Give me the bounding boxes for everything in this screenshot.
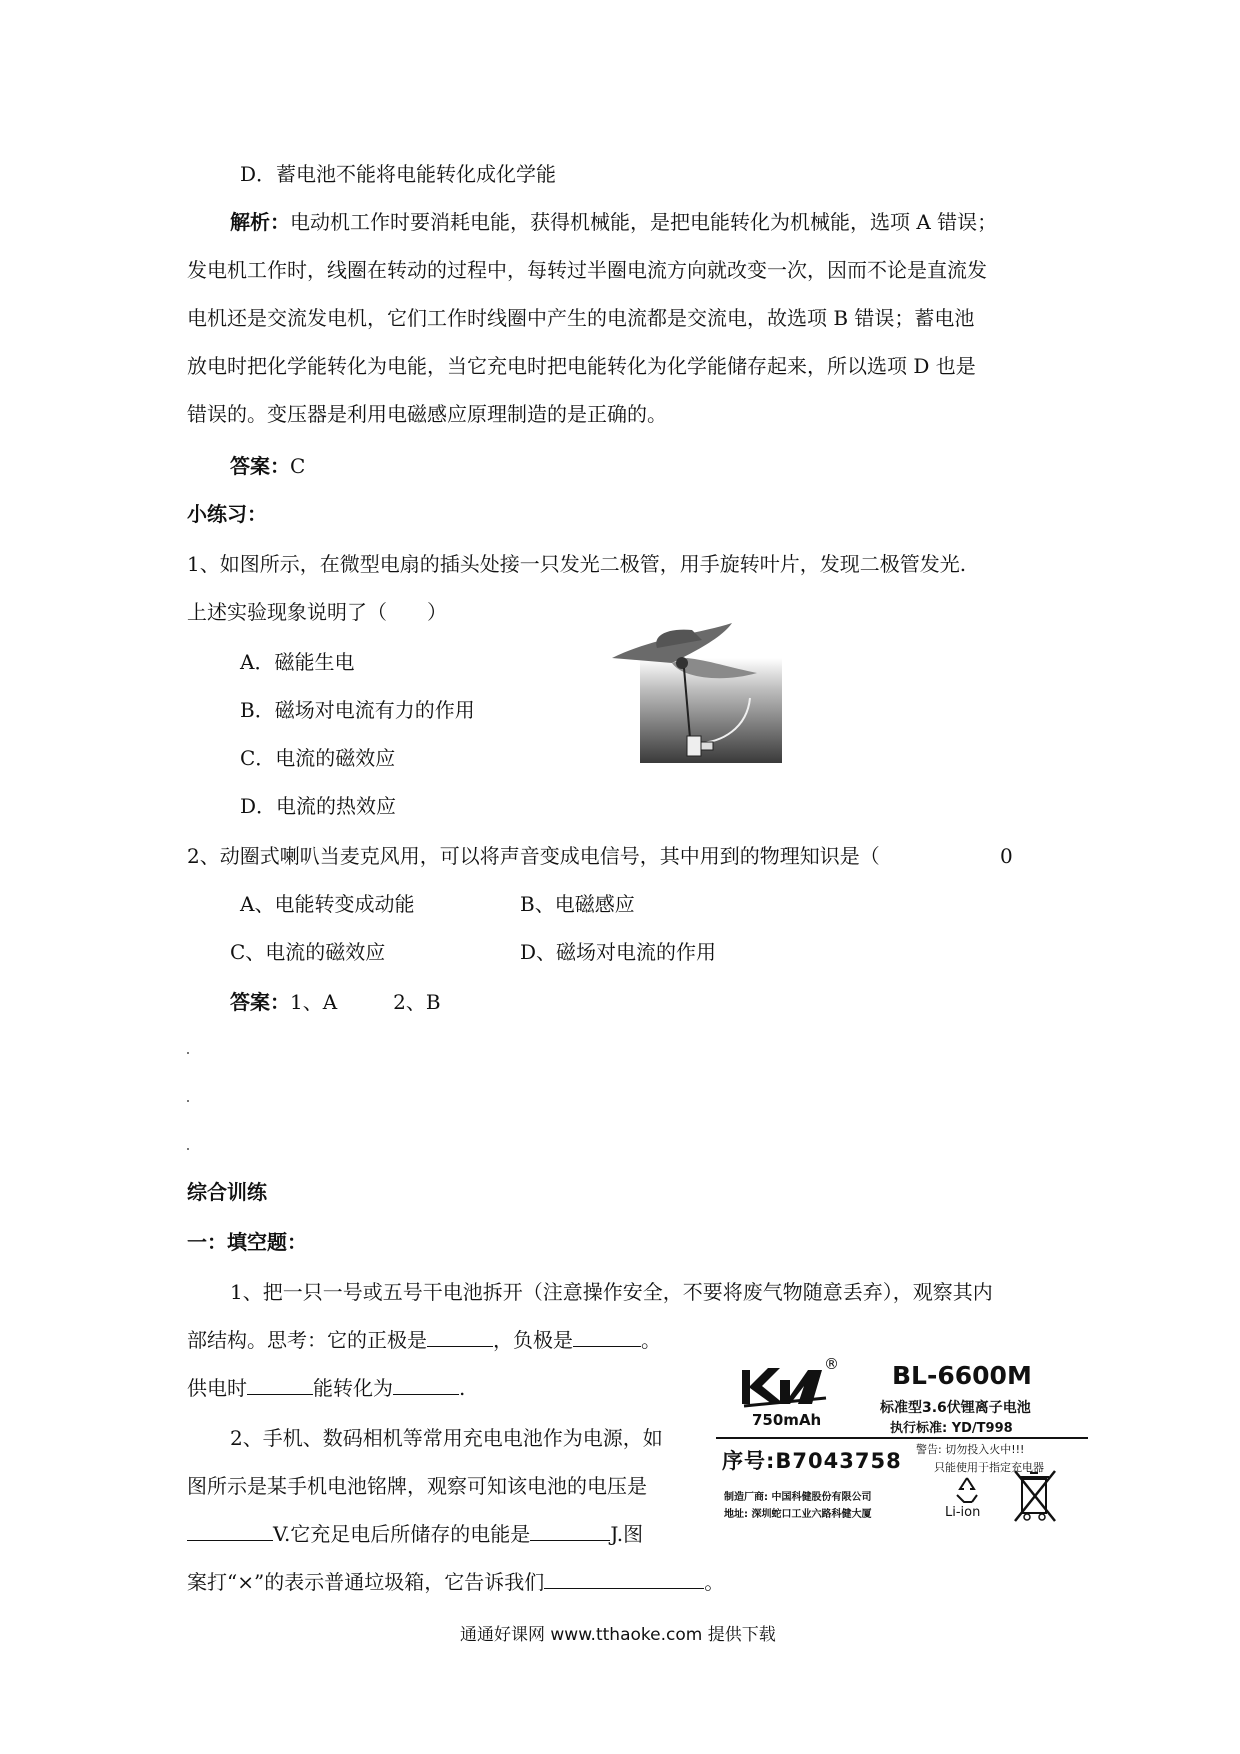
battery-divider — [716, 1437, 1088, 1439]
battery-maker: 制造厂商: 中国科健股份有限公司 — [724, 1492, 872, 1503]
practice-q1-option-d: D．电流的热效应 — [240, 794, 397, 818]
fill-q2-line-2: 图所示是某手机电池铭牌，观察可知该电池的电压是 — [187, 1474, 647, 1498]
blank-stored-energy[interactable] — [530, 1520, 610, 1541]
fill-q1-text-f: . — [459, 1376, 466, 1400]
analysis-line-5: 错误的。变压器是利用电磁感应原理制造的是正确的。 — [187, 402, 667, 426]
practice-q2-option-a: A、电能转变成动能 — [240, 892, 415, 916]
battery-li-ion: Li-ion — [945, 1505, 981, 1520]
answer-line-1 — [230, 452, 305, 480]
analysis-line-2: 发电机工作时，线圈在转动的过程中，每转过半圈电流方向就改变一次，因而不论是直流发 — [187, 258, 987, 282]
crossed-out-bin-icon — [1012, 1467, 1058, 1525]
practice-answer-1: 1、A — [290, 990, 338, 1014]
section-title: 综合训练 — [187, 1180, 267, 1204]
registered-mark: ® — [824, 1355, 839, 1373]
blank-energy-to[interactable] — [393, 1374, 459, 1395]
fill-q1-line-2 — [187, 1326, 661, 1354]
analysis-line-4: 放电时把化学能转化为电能，当它充电时把电能转化为化学能储存起来，所以选项 D 也是 — [187, 354, 976, 378]
page-footer: 通通好课网 www.tthaoke.com 提供下载 — [460, 1625, 776, 1645]
blank-energy-from[interactable] — [247, 1374, 313, 1395]
practice-q2-option-d: D、磁场对电流的作用 — [520, 940, 717, 964]
option-d-line: D．蓄电池不能将电能转化成化学能 — [240, 162, 557, 186]
blank-negative-pole[interactable] — [573, 1326, 641, 1347]
battery-type: 标准型3.6伏锂离子电池 — [880, 1400, 1031, 1416]
practice-q1-line-1: 1、如图所示，在微型电扇的插头处接一只发光二极管，用手旋转叶片，发现二极管发光. — [187, 552, 967, 576]
analysis-line-3: 电机还是交流发电机，它们工作时线圈中产生的电流都是交流电，故选项 B 错误；蓄电池 — [187, 306, 975, 330]
blank-meaning[interactable] — [544, 1568, 704, 1589]
kejian-logo-icon — [740, 1360, 830, 1408]
battery-label — [712, 1355, 1090, 1545]
fill-q1-text-e: 能转化为 — [313, 1376, 393, 1400]
practice-q2-option-c: C、电流的磁效应 — [230, 940, 386, 964]
fill-q2-text-c: 案打“×”的表示普通垃圾箱，它告诉我们 — [187, 1570, 545, 1594]
fill-q1-text-b: ，负极是 — [493, 1328, 573, 1352]
scan-speck — [187, 1148, 189, 1150]
practice-q1-option-a: A．磁能生电 — [240, 650, 355, 674]
battery-address: 地址: 深圳蛇口工业六路科健大厦 — [724, 1509, 872, 1520]
battery-serial: 序号:B7043758 — [722, 1449, 902, 1473]
fill-q2-line-3 — [187, 1520, 643, 1548]
answer-value: C — [290, 454, 306, 478]
practice-answer-label: 答案： — [230, 990, 290, 1014]
scan-speck — [187, 1052, 189, 1054]
practice-answer-line — [230, 988, 441, 1016]
fill-q1-text-d: 供电时 — [187, 1376, 247, 1400]
practice-heading: 小练习： — [187, 502, 267, 526]
battery-warning-2: 只能使用于指定充电器 — [934, 1461, 1044, 1474]
battery-standard: 执行标准: YD/T998 — [890, 1421, 1013, 1436]
fill-q2-text-b: J.图 — [610, 1522, 644, 1546]
analysis-text-1: 电动机工作时要消耗电能，获得机械能，是把电能转化为机械能，选项 A 错误； — [290, 210, 998, 234]
fill-q2-text-a: V.它充足电后所储存的电能是 — [273, 1522, 531, 1546]
battery-model: BL-6600M — [892, 1361, 1032, 1390]
blank-positive-pole[interactable] — [427, 1326, 493, 1347]
practice-answer-2: 2、B — [393, 990, 441, 1014]
section-subtitle: 一：填空题： — [187, 1230, 307, 1254]
fill-q1-line-3 — [187, 1374, 465, 1402]
practice-q1-option-c: C．电流的磁效应 — [240, 746, 396, 770]
blank-voltage[interactable] — [187, 1520, 273, 1541]
practice-q1-option-b: B．磁场对电流有力的作用 — [240, 698, 475, 722]
fill-q1-line-1: 1、把一只一号或五号干电池拆开（注意操作安全，不要将废气物随意丢弃），观察其内 — [230, 1280, 993, 1304]
scan-speck — [187, 1100, 189, 1102]
battery-warning-1: 警告: 切勿投入火中!!! — [916, 1443, 1025, 1456]
practice-q1-line-2: 上述实验现象说明了（ ） — [187, 600, 447, 624]
fill-q2-line-1: 2、手机、数码相机等常用充电电池作为电源，如 — [230, 1426, 663, 1450]
practice-q2-line: 2、动圈式喇叭当麦克风用，可以将声音变成电信号，其中用到的物理知识是（ — [187, 844, 880, 868]
fill-q1-text-a: 部结构。思考：它的正极是 — [187, 1328, 427, 1352]
recycle-icon — [952, 1475, 982, 1505]
fill-q2-text-d: 。 — [704, 1570, 725, 1594]
analysis-line-1 — [230, 208, 997, 236]
fan-led-photo — [612, 618, 782, 763]
practice-q2-option-b: B、电磁感应 — [520, 892, 635, 916]
practice-q2-tail: 0 — [1000, 844, 1013, 868]
fill-q1-text-c: 。 — [641, 1328, 661, 1352]
answer-label: 答案： — [230, 454, 290, 478]
fill-q2-line-4 — [187, 1568, 724, 1596]
battery-capacity: 750mAh — [752, 1411, 822, 1429]
analysis-label: 解析： — [230, 210, 290, 234]
